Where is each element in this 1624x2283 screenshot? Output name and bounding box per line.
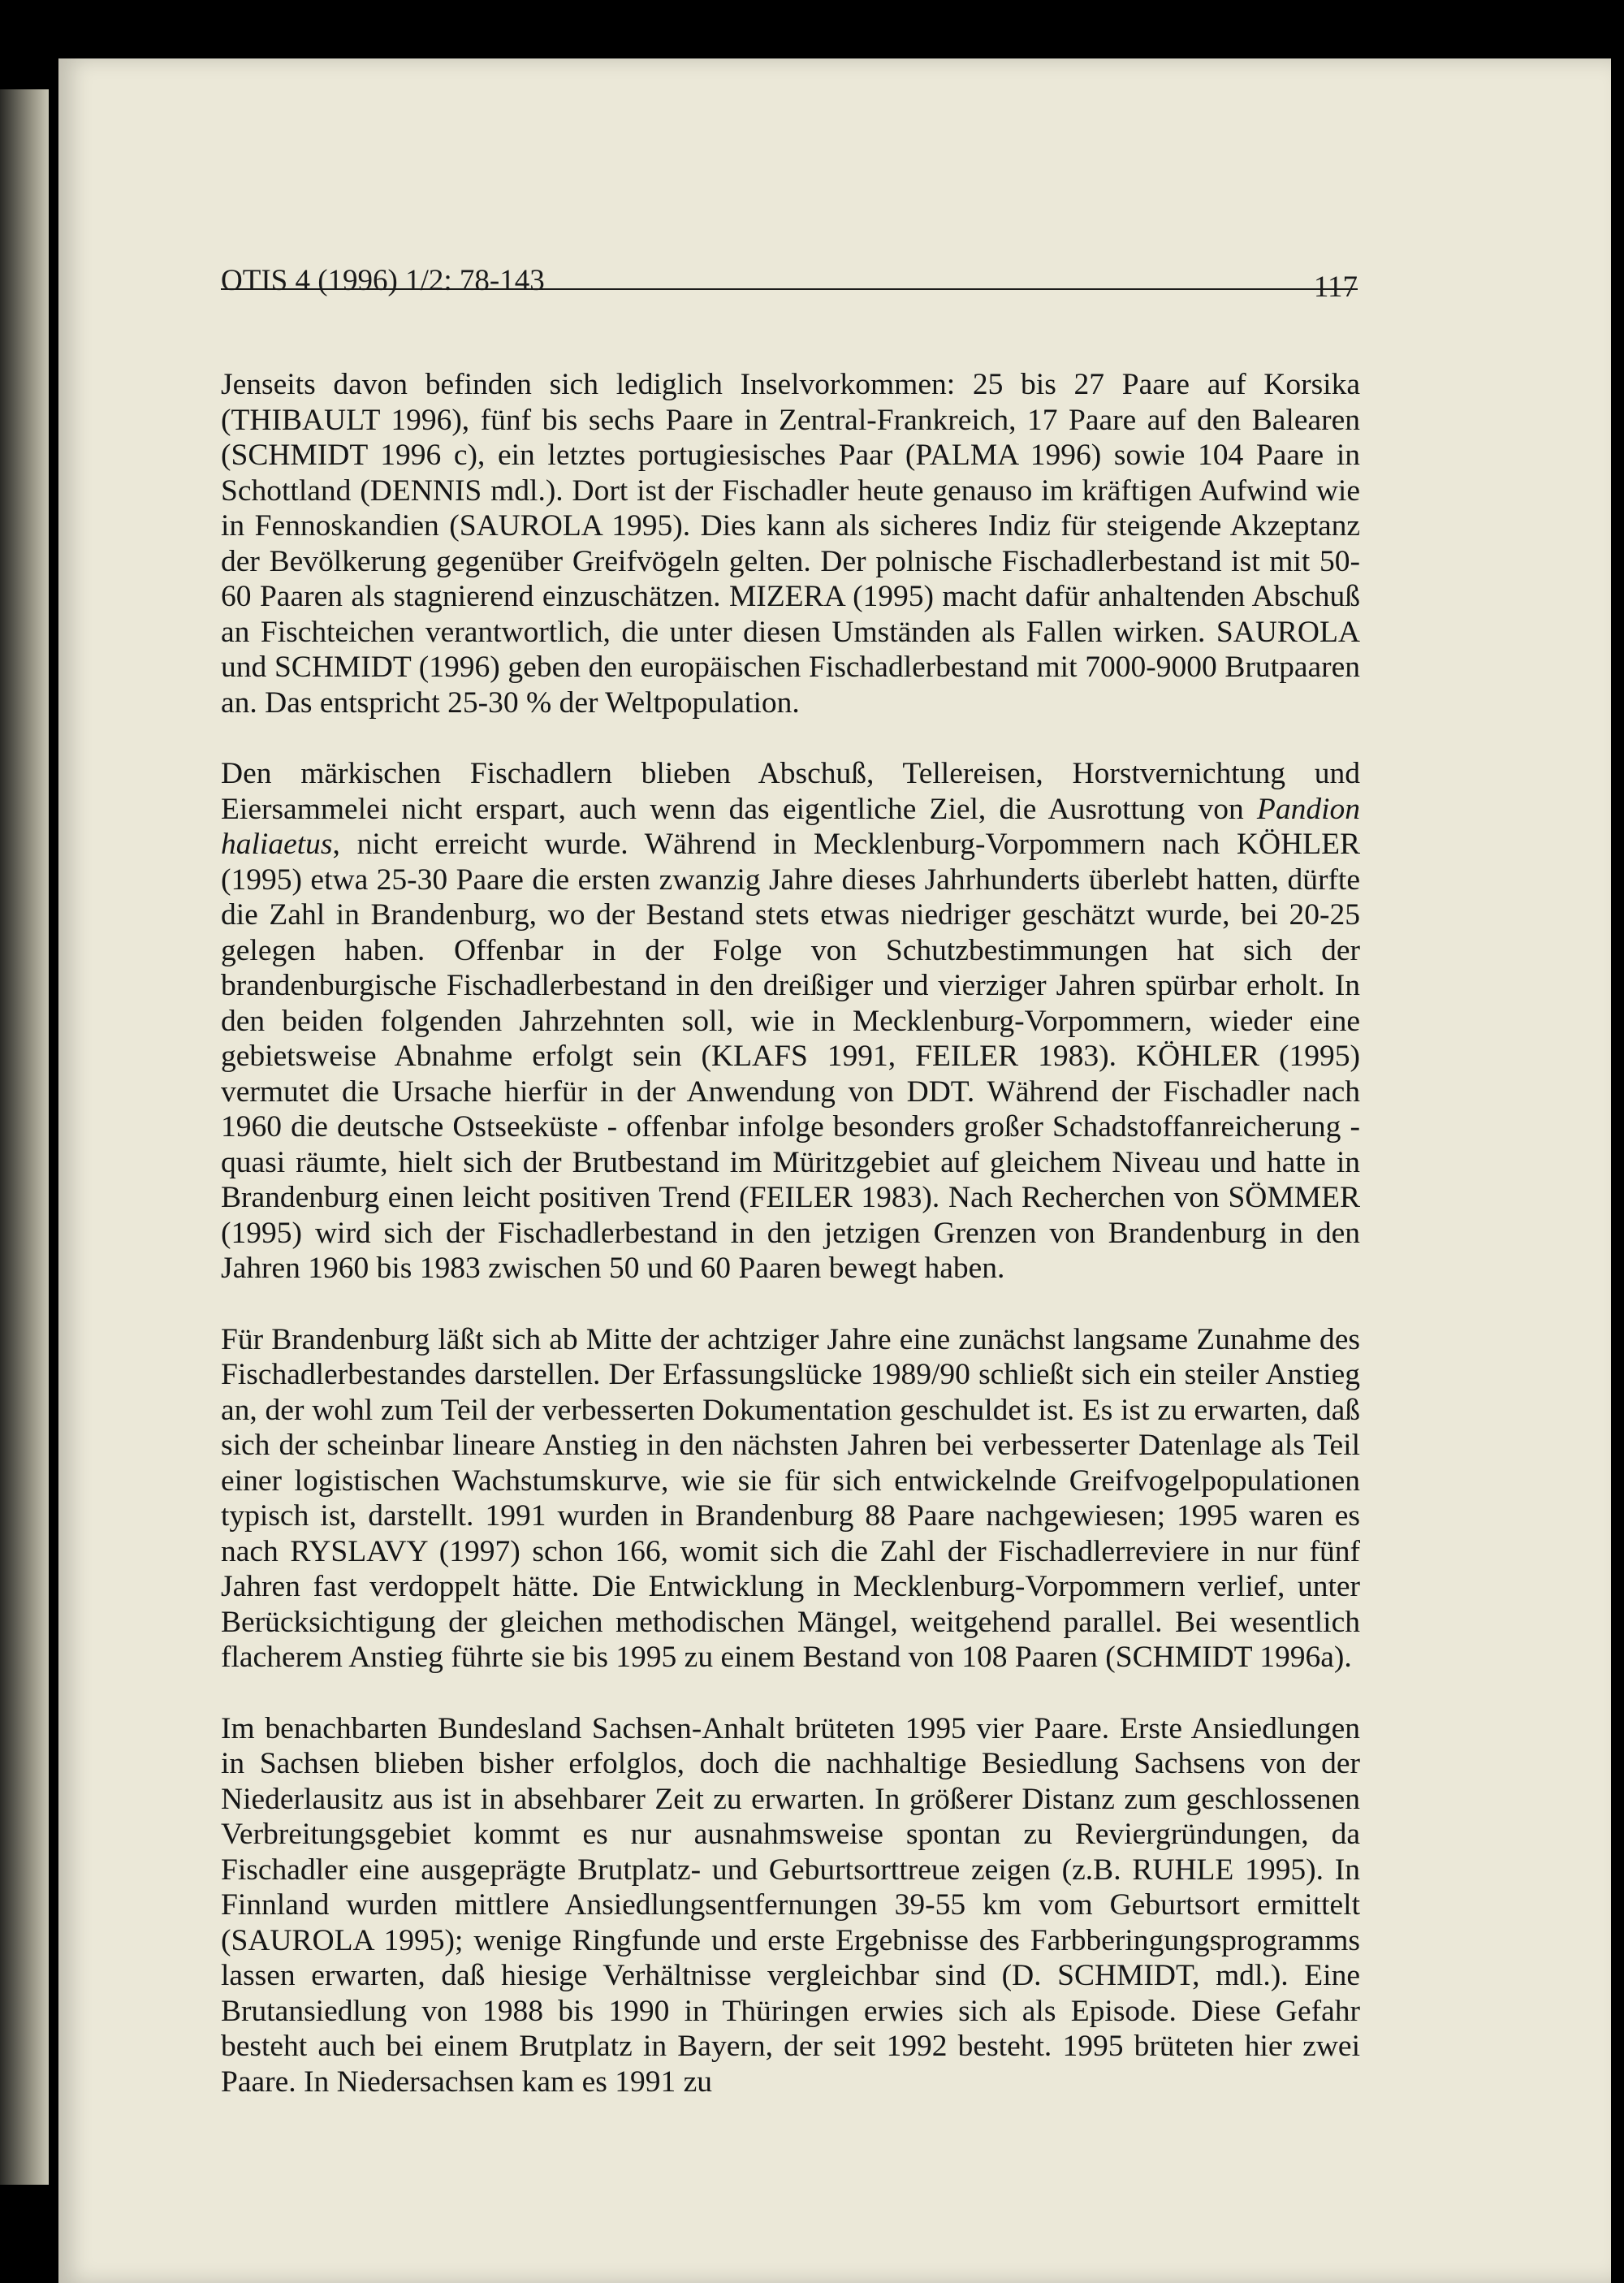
page-number: 117 — [1313, 270, 1358, 304]
paragraph-4: Im benachbarten Bundesland Sachsen-Anhalt brüteten 1995 vier Paare. Erste Ansiedlungen in Sachsen blieben bisher erfolglos, doch die nachhaltige Besiedlung Sachsens von der Niederlausitz aus ist in absehbarer Zeit zu erwarten. In größerer Distanz zum geschlossenen Verbreitungsgebiet kommt es nur ausnahmsweise spontan zu Reviergründungen, da Fischadler eine ausgeprägte Brutplatz- und Geburtsorttreue zeigen (z.B. RUHLE 1995). In Finnland wurden mittlere Ansiedlungsentfernungen 39-55 km vom Geburtsort ermittelt (SAUROLA 1995); wenige Ringfunde und erste Ergebnisse des Farbberingungsprogramms lassen erwarten, daß hiesige Verhältnisse vergleichbar sind (D. SCHMIDT, mdl.). Eine Brutansiedlung von 1988 bis 1990 in Thüringen erwies sich als Episode. Diese Gefahr besteht auch bei einem Brutplatz in Bayern, der seit 1992 besteht. 1995 brüteten hier zwei Paare. In Niedersachsen kam es 1991 zu — [221, 1711, 1360, 2099]
paragraph-1: Jenseits davon befinden sich lediglich Inselvorkommen: 25 bis 27 Paare auf Korsika (THIBAULT 1996), fünf bis sechs Paare in Zentral-Frankreich, 17 Paare auf den Balearen (SCHMIDT 1996 c), ein letztes portugiesisches Paar (PALMA 1996) sowie 104 Paare in Schottland (DENNIS mdl.). Dort ist der Fischadler heute genauso im kräftigen Aufwind wie in Fennoskandien (SAUROLA 1995). Dies kann als sicheres Indiz für steigende Akzeptanz der Bevölkerung gegenüber Greifvögeln gelten. Der polnische Fischadlerbestand ist mit 50-60 Paaren als stagnierend einzuschätzen. MIZERA (1995) macht dafür anhaltenden Abschuß an Fischteichen verantwortlich, die unter diesen Umständen als Fallen wirken. SAUROLA und SCHMIDT (1996) geben den europäischen Fischadlerbestand mit 7000-9000 Brutpaaren an. Das entspricht 25-30 % der Weltpopulation. — [221, 368, 1360, 720]
book-page — [58, 58, 1611, 2283]
paragraph-3: Für Brandenburg läßt sich ab Mitte der achtziger Jahre eine zunächst langsame Zunahme des Fischadlerbestandes darstellen. Der Erfassungslücke 1989/90 schließt sich ein steiler Anstieg an, der wohl zum Teil der verbesserten Dokumentation geschuldet ist. Es ist zu erwarten, daß sich der scheinbar lineare Anstieg in den nächsten Jahren bei verbesserter Datenlage als Teil einer logistischen Wachstumskurve, wie sie für sich entwickelnde Greifvogelpopulationen typisch ist, darstellt. 1991 wurden in Brandenburg 88 Paare nachgewiesen; 1995 waren es nach RYSLAVY (1997) schon 166, womit sich die Zahl der Fischadlerreviere in nur fünf Jahren fast verdoppelt hätte. Die Entwicklung in Mecklenburg-Vorpommern verlief, unter Berücksichtigung der gleichen methodischen Mängel, weitgehend parallel. Bei wesentlich flacherem Anstieg führte sie bis 1995 zu einem Bestand von 108 Paaren (SCHMIDT 1996a). — [221, 1322, 1360, 1674]
running-header — [221, 217, 1358, 304]
journal-citation: OTIS 4 (1996) 1/2: 78-143 — [221, 264, 545, 297]
body-text — [221, 367, 1360, 2099]
paragraph-2-text-end: , nicht erreicht wurde. Während in Mecklenburg-Vorpommern nach KÖHLER (1995) etwa 25-30 Paare die ersten zwanzig Jahre dieses Jahrhunderts überlebt hatten, dürfte die Zahl in Brandenburg, wo der Bestand stets etwas niedriger geschätzt wurde, bei 20-25 gelegen haben. Offenbar in der Folge von Schutzbestimmungen hat sich der brandenburgische Fischadlerbestand in den dreißiger und vierziger Jahren spürbar erholt. In den beiden folgenden Jahrzehnten soll, wie in Mecklenburg-Vorpommern, wieder eine gebietsweise Abnahme erfolgt sein (KLAFS 1991, FEILER 1983). KÖHLER (1995) vermutet die Ursache hierfür in der Anwendung von DDT. Während der Fischadler nach 1960 die deutsche Ostseeküste - offenbar infolge besonders großer Schadstoffanreicherung - quasi räumte, hielt sich der Brutbestand im Müritzgebiet auf gleichem Niveau und hatte in Brandenburg einen leicht positiven Trend (FEILER 1983). Nach Recherchen von SÖMMER (1995) wird sich der Fischadlerbestand in den jetzigen Grenzen von Brandenburg in den Jahren 1960 bis 1983 zwischen 50 und 60 Paaren bewegt haben. — [221, 828, 1360, 1285]
species-name: Pandion haliaetus — [221, 792, 1360, 861]
paragraph-2-text-start: Den märkischen Fischadlern blieben Abschuß, Tellereisen, Horstvernichtung und Eiersammelei nicht erspart, auch wenn das eigentliche Ziel, die Ausrottung von — [221, 757, 1360, 826]
left-page-edge — [0, 89, 49, 2185]
paragraph-2 — [221, 756, 1360, 1286]
